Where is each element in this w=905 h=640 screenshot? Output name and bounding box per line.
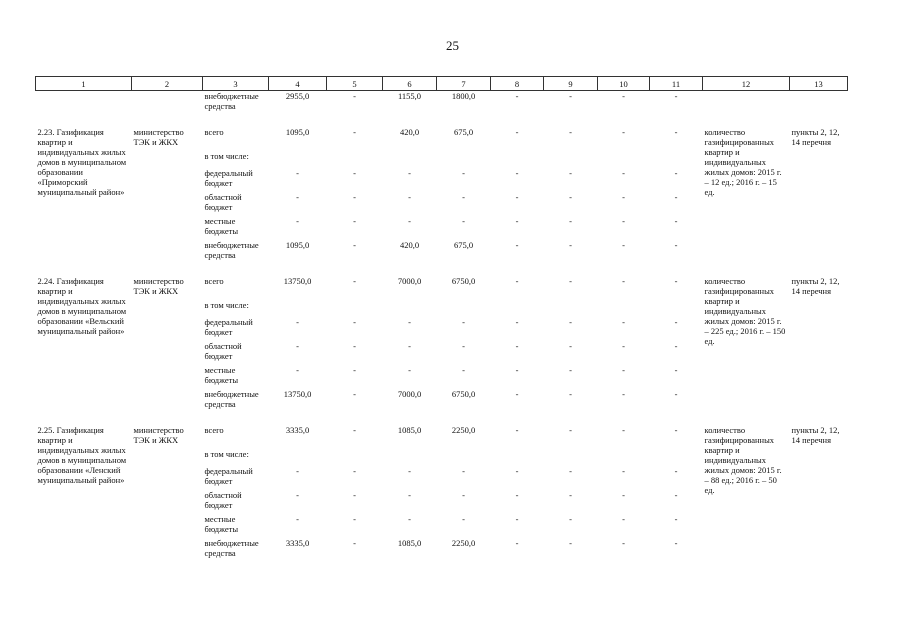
value-cell: - <box>674 340 678 351</box>
value-cell: - <box>408 316 411 327</box>
value-cell: - <box>515 364 519 375</box>
value-cell <box>491 151 544 168</box>
value-cell: 2250,0 <box>451 424 476 435</box>
indicator-cell <box>703 91 790 115</box>
value-cell: - <box>622 239 625 250</box>
value-cell <box>269 151 327 168</box>
value-cell: - <box>674 91 678 101</box>
value-cell: - <box>296 364 299 375</box>
spacer-cell <box>36 264 848 276</box>
value-cell: - <box>408 465 411 476</box>
value-cell: - <box>515 91 519 101</box>
value-cell: - <box>515 126 519 137</box>
value-cell: - <box>353 191 356 202</box>
value-cell: - <box>622 167 625 178</box>
value-cell <box>437 449 491 466</box>
value-cell <box>383 449 437 466</box>
value-cell: - <box>353 215 356 226</box>
value-cell: - <box>462 513 465 524</box>
value-cell: - <box>569 340 572 351</box>
value-cell: 1095,0 <box>285 239 310 250</box>
value-cell <box>491 449 544 466</box>
measure-name: 2.23. Газификация квартир и индивидуальных жилых домов в муниципальном образовании «Приморский муниципальный район» <box>37 126 127 197</box>
value-cell: - <box>569 167 572 178</box>
source-label: внебюджетные средства <box>204 388 259 409</box>
value-cell: - <box>515 340 519 351</box>
value-cell: 6750,0 <box>451 388 476 399</box>
value-cell <box>491 300 544 317</box>
value-cell: - <box>569 424 572 435</box>
value-cell: - <box>296 465 299 476</box>
value-cell <box>598 449 650 466</box>
value-cell: - <box>296 489 299 500</box>
value-cell: - <box>353 364 356 375</box>
value-cell: - <box>674 239 678 250</box>
source-label: в том числе: <box>204 448 249 459</box>
value-cell: - <box>296 513 299 524</box>
value-cell <box>598 300 650 317</box>
source-label: местные бюджеты <box>204 215 239 236</box>
column-header: 13 <box>790 77 848 91</box>
value-cell: - <box>622 513 625 524</box>
value-cell: - <box>515 513 519 524</box>
value-cell: - <box>353 91 356 101</box>
value-cell: - <box>515 239 519 250</box>
value-cell <box>327 300 383 317</box>
value-cell: - <box>353 465 356 476</box>
column-header: 9 <box>544 77 598 91</box>
value-cell: - <box>622 388 625 399</box>
value-cell <box>650 300 703 317</box>
value-cell <box>327 151 383 168</box>
value-cell: - <box>515 424 519 435</box>
value-cell: - <box>515 215 519 226</box>
value-cell: - <box>353 513 356 524</box>
value-cell: - <box>408 364 411 375</box>
value-cell: - <box>569 126 572 137</box>
value-cell: - <box>569 489 572 500</box>
value-cell: - <box>408 167 411 178</box>
ref-cell <box>790 91 848 115</box>
table-row <box>36 91 848 115</box>
reference: пункты 2, 12, 14 перечня <box>791 275 840 296</box>
value-cell: - <box>569 91 572 101</box>
source-label: местные бюджеты <box>204 513 239 534</box>
source-label: всего <box>204 424 224 435</box>
value-cell: 1800,0 <box>451 91 476 101</box>
value-cell: - <box>353 239 356 250</box>
value-cell: - <box>353 275 356 286</box>
value-cell: - <box>353 126 356 137</box>
value-cell: - <box>569 215 572 226</box>
value-cell: - <box>515 388 519 399</box>
source-label: внебюджетные средства <box>204 239 259 260</box>
value-cell: - <box>296 316 299 327</box>
measure-name: 2.25. Газификация квартир и индивидуальных жилых домов в муниципальном образовании «Ленский муниципальный район» <box>37 424 127 485</box>
value-cell: 13750,0 <box>283 275 312 286</box>
value-cell: - <box>622 424 625 435</box>
value-cell <box>383 300 437 317</box>
value-cell: - <box>622 126 625 137</box>
value-cell: 420,0 <box>399 239 420 250</box>
name-cell <box>36 91 132 115</box>
executor: министерство ТЭК и ЖКХ <box>133 275 184 296</box>
value-cell: - <box>569 239 572 250</box>
value-cell: 13750,0 <box>283 388 312 399</box>
value-cell: - <box>622 191 625 202</box>
value-cell: 6750,0 <box>451 275 476 286</box>
value-cell: 3335,0 <box>285 424 310 435</box>
value-cell: - <box>622 364 625 375</box>
spacer-cell <box>36 413 848 425</box>
indicator: количество газифицированных квартир и индивидуальных жилых домов: 2015 г. – 12 ед.; 2016 г. – 15 ед. <box>704 126 782 197</box>
value-cell: - <box>408 215 411 226</box>
value-cell <box>437 300 491 317</box>
column-header: 6 <box>383 77 437 91</box>
column-header: 3 <box>203 77 269 91</box>
value-cell: - <box>569 388 572 399</box>
value-cell: - <box>515 537 519 548</box>
value-cell: 2955,0 <box>285 91 310 101</box>
value-cell: 7000,0 <box>397 388 422 399</box>
reference: пункты 2, 12, 14 перечня <box>791 424 840 445</box>
source-label: федеральный бюджет <box>204 316 253 337</box>
value-cell: - <box>296 215 299 226</box>
value-cell: - <box>353 489 356 500</box>
source-label: федеральный бюджет <box>204 167 253 188</box>
value-cell <box>650 151 703 168</box>
value-cell: 1095,0 <box>285 126 310 137</box>
value-cell: - <box>408 489 411 500</box>
value-cell <box>269 449 327 466</box>
value-cell: - <box>674 388 678 399</box>
value-cell <box>269 300 327 317</box>
column-header: 5 <box>327 77 383 91</box>
value-cell: - <box>462 167 465 178</box>
column-header: 10 <box>598 77 650 91</box>
value-cell: - <box>622 215 625 226</box>
column-header: 12 <box>703 77 790 91</box>
value-cell: - <box>622 537 625 548</box>
value-cell: 1085,0 <box>397 424 422 435</box>
value-cell: - <box>515 316 519 327</box>
value-cell: - <box>462 489 465 500</box>
value-cell: - <box>515 191 519 202</box>
value-cell: - <box>569 537 572 548</box>
source-label: областной бюджет <box>204 340 242 361</box>
value-cell: - <box>674 167 678 178</box>
value-cell: 675,0 <box>453 239 474 250</box>
value-cell: 7000,0 <box>397 275 422 286</box>
executor: министерство ТЭК и ЖКХ <box>133 424 184 445</box>
value-cell: - <box>674 316 678 327</box>
source-label: всего <box>204 126 224 137</box>
value-cell: - <box>674 364 678 375</box>
value-cell: - <box>674 215 678 226</box>
value-cell: - <box>569 465 572 476</box>
column-header: 7 <box>437 77 491 91</box>
value-cell <box>437 151 491 168</box>
value-cell: 1085,0 <box>397 537 422 548</box>
value-cell <box>544 300 598 317</box>
source-label: в том числе: <box>204 150 249 161</box>
value-cell: - <box>622 465 625 476</box>
value-cell: - <box>674 465 678 476</box>
header-row <box>36 77 848 91</box>
value-cell: - <box>515 275 519 286</box>
source-label: федеральный бюджет <box>204 465 253 486</box>
source-label: местные бюджеты <box>204 364 239 385</box>
value-cell: - <box>674 537 678 548</box>
page-number: 25 <box>446 38 459 53</box>
value-cell: - <box>569 275 572 286</box>
section-spacer <box>36 413 848 425</box>
value-cell: - <box>462 340 465 351</box>
column-header: 4 <box>269 77 327 91</box>
value-cell: - <box>515 167 519 178</box>
value-cell: - <box>462 215 465 226</box>
source-label: внебюджетные средства <box>204 537 259 558</box>
table-row <box>36 276 848 300</box>
value-cell: - <box>515 465 519 476</box>
value-cell: - <box>622 275 625 286</box>
value-cell: 2250,0 <box>451 537 476 548</box>
value-cell: - <box>674 513 678 524</box>
spacer-cell <box>36 115 848 127</box>
value-cell: - <box>462 191 465 202</box>
value-cell: - <box>296 191 299 202</box>
value-cell: - <box>622 91 625 101</box>
value-cell: - <box>569 364 572 375</box>
value-cell: - <box>353 340 356 351</box>
column-header: 1 <box>36 77 132 91</box>
value-cell: - <box>462 465 465 476</box>
source-label: всего <box>204 275 224 286</box>
value-cell: 3335,0 <box>285 537 310 548</box>
value-cell: - <box>353 316 356 327</box>
value-cell: - <box>353 167 356 178</box>
executor-cell <box>132 91 203 115</box>
reference: пункты 2, 12, 14 перечня <box>791 126 840 147</box>
value-cell: 675,0 <box>453 126 474 137</box>
table-row <box>36 425 848 449</box>
indicator: количество газифицированных квартир и индивидуальных жилых домов: 2015 г. – 88 ед.; 2016 г. – 50 ед. <box>704 424 782 495</box>
value-cell: - <box>569 316 572 327</box>
source-label: в том числе: <box>204 299 249 310</box>
value-cell: - <box>622 316 625 327</box>
value-cell: - <box>569 513 572 524</box>
value-cell: - <box>353 424 356 435</box>
column-header: 2 <box>132 77 203 91</box>
section-spacer <box>36 264 848 276</box>
value-cell <box>544 151 598 168</box>
value-cell: - <box>515 489 519 500</box>
value-cell: - <box>408 513 411 524</box>
value-cell: 420,0 <box>399 126 420 137</box>
measure-name: 2.24. Газификация квартир и индивидуальных жилых домов в муниципальном образовании «Вельский муниципальный район» <box>37 275 127 336</box>
value-cell: - <box>296 167 299 178</box>
value-cell: - <box>674 275 678 286</box>
value-cell: - <box>674 126 678 137</box>
indicator: количество газифицированных квартир и индивидуальных жилых домов: 2015 г. – 225 ед.; 2016 г. – 150 ед. <box>704 275 786 346</box>
value-cell <box>544 449 598 466</box>
executor: министерство ТЭК и ЖКХ <box>133 126 184 147</box>
value-cell: - <box>674 489 678 500</box>
source-label: внебюджетные средства <box>204 91 259 111</box>
value-cell: - <box>353 537 356 548</box>
value-cell: - <box>622 489 625 500</box>
value-cell <box>327 449 383 466</box>
value-cell <box>383 151 437 168</box>
value-cell: - <box>462 364 465 375</box>
section-spacer <box>36 115 848 127</box>
value-cell <box>598 151 650 168</box>
value-cell: - <box>408 191 411 202</box>
value-cell <box>650 449 703 466</box>
program-table <box>35 76 848 562</box>
value-cell: 1155,0 <box>397 91 422 101</box>
value-cell: - <box>353 388 356 399</box>
value-cell: - <box>674 191 678 202</box>
column-header: 11 <box>650 77 703 91</box>
source-label: областной бюджет <box>204 191 242 212</box>
value-cell: - <box>569 191 572 202</box>
value-cell: - <box>462 316 465 327</box>
column-header: 8 <box>491 77 544 91</box>
value-cell: - <box>674 424 678 435</box>
value-cell: - <box>622 340 625 351</box>
value-cell: - <box>296 340 299 351</box>
source-label: областной бюджет <box>204 489 242 510</box>
table-row <box>36 127 848 151</box>
value-cell: - <box>408 340 411 351</box>
